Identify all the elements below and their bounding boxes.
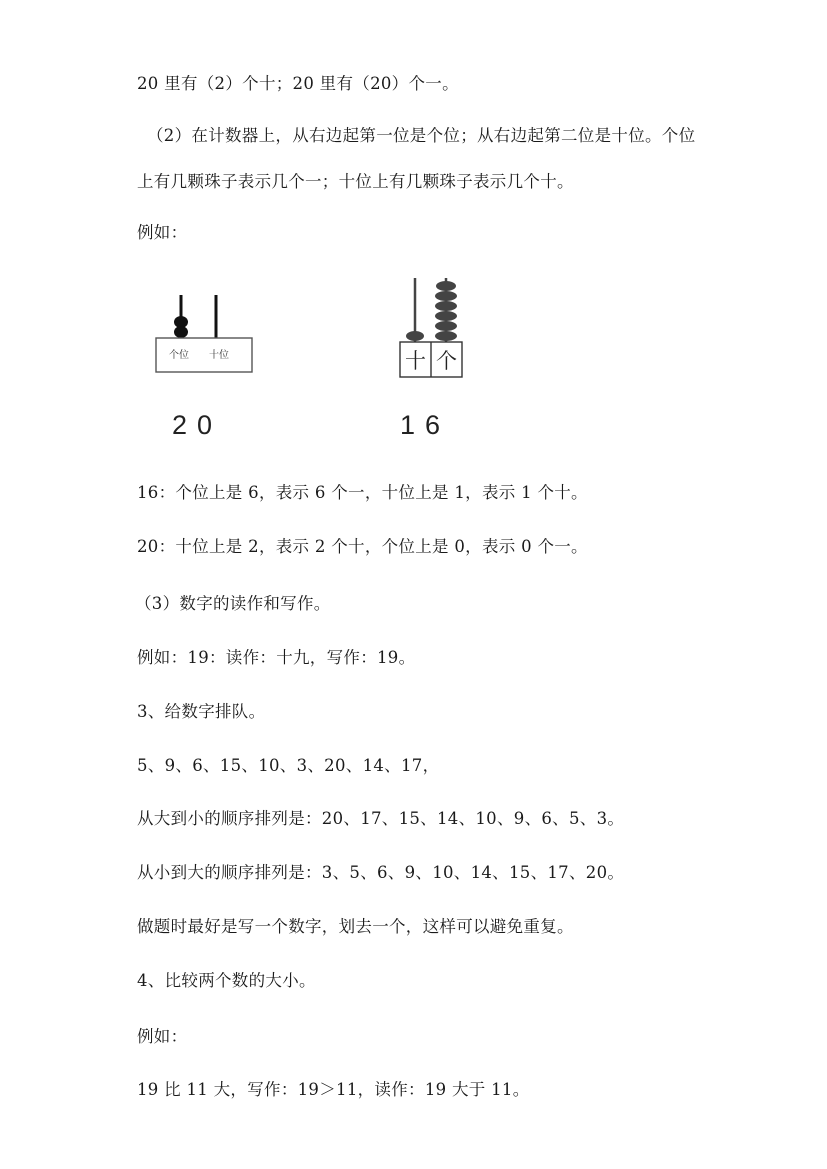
abacus-figure-20: [150, 290, 260, 384]
text-line-1: 20 里有（2）个十；20 里有（20）个一。: [137, 74, 459, 93]
text-line-example-3: 例如：: [137, 1027, 188, 1046]
abacus-16-label-tens: 十: [405, 349, 426, 373]
text-line-section-heading-4: 4、比较两个数的大小。: [137, 971, 316, 990]
text-line-comparison: 19 比 11 大，写作：19＞11，读作：19 大于 11。: [137, 1080, 530, 1099]
abacus-20-illustration: [150, 290, 260, 380]
abacus-figure-16: [395, 274, 470, 386]
text-line-descending: 从大到小的顺序排列是：20、17、15、14、10、9、6、5、3。: [137, 809, 625, 828]
abacus-16-label-ones: 个: [436, 349, 457, 373]
text-line-3: 上有几颗珠子表示几个一；十位上有几颗珠子表示几个十。: [137, 172, 574, 191]
abacus-16-illustration: [395, 274, 470, 382]
text-line-tip: 做题时最好是写一个数字，划去一个，这样可以避免重复。: [137, 917, 574, 936]
abacus-16-number: 16: [400, 410, 451, 440]
text-line-20-explained: 20：十位上是 2，表示 2 个十，个位上是 0，表示 0 个一。: [137, 537, 588, 556]
text-line-section-3: （3）数字的读作和写作。: [135, 594, 331, 613]
text-line-number-list: 5、9、6、15、10、3、20、14、17，: [137, 756, 440, 775]
abacus-20-label-ones: 个位: [169, 350, 189, 361]
text-line-section-heading-3: 3、给数字排队。: [137, 702, 266, 721]
abacus-20-label-tens: 十位: [209, 350, 229, 361]
abacus-20-number: 20: [172, 410, 223, 440]
text-line-example-2: 例如：19：读作：十九，写作：19。: [137, 648, 416, 667]
text-line-16-explained: 16：个位上是 6，表示 6 个一，十位上是 1，表示 1 个十。: [137, 483, 588, 502]
text-line-ascending: 从小到大的顺序排列是：3、5、6、9、10、14、15、17、20。: [137, 863, 625, 882]
text-line-2: （2）在计数器上，从右边起第一位是个位；从右边起第二位是十位。个位: [147, 126, 696, 145]
text-line-example-1: 例如：: [137, 223, 188, 242]
